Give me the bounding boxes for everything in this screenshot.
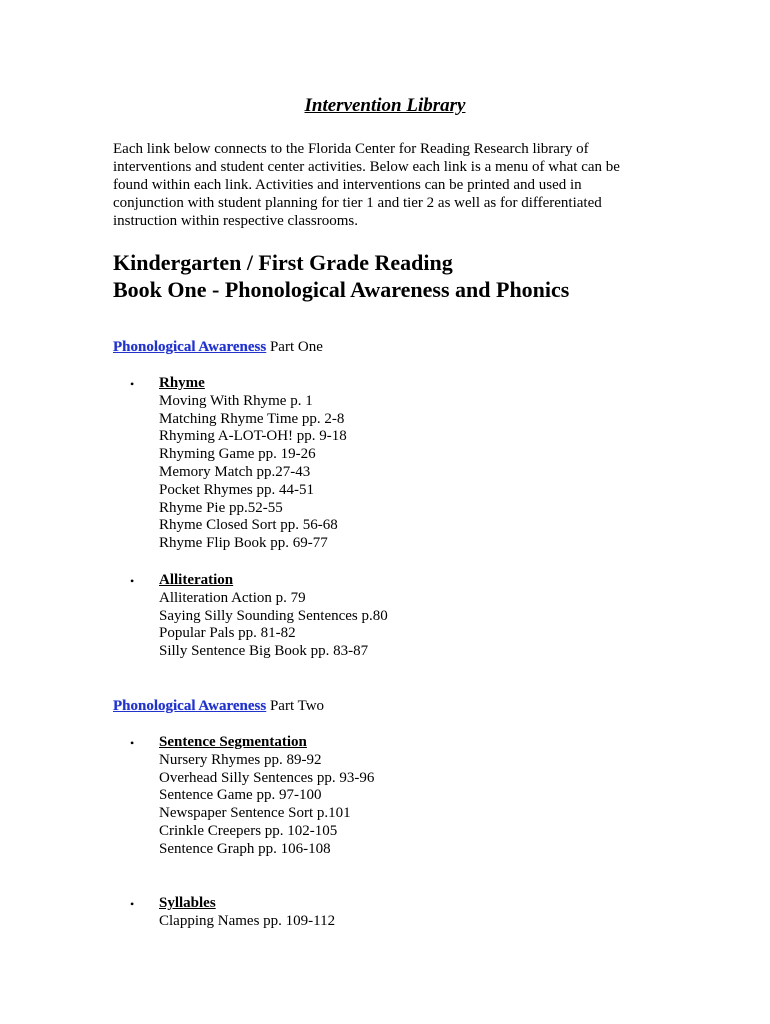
part-one-line xyxy=(113,338,323,356)
list-item: Matching Rhyme Time pp. 2-8 xyxy=(159,410,345,427)
intro-line: conjunction with student planning for tier 1 and tier 2 as well as for differentiated xyxy=(113,195,602,211)
intro-line: Each link below connects to the Florida Center for Reading Research library of xyxy=(113,141,589,157)
list-item: Sentence Graph pp. 106-108 xyxy=(159,840,331,857)
phonological-awareness-part-two-link[interactable]: Phonological Awareness xyxy=(113,698,267,714)
list-item: Rhyming Game pp. 19-26 xyxy=(159,446,316,463)
section-heading-book: Book One - Phonological Awareness and Phonics xyxy=(113,277,570,302)
list-item: Newspaper Sentence Sort p.101 xyxy=(159,805,351,822)
list-item: Silly Sentence Big Book pp. 83-87 xyxy=(159,643,369,660)
list-group-syllables xyxy=(113,895,335,931)
list-item: Nursery Rhymes pp. 89-92 xyxy=(159,751,322,768)
bullet-icon: • xyxy=(130,574,135,588)
group-label: Rhyme xyxy=(159,375,205,391)
intro-paragraph xyxy=(113,140,653,230)
intro-line: instruction within respective classrooms. xyxy=(113,213,358,229)
list-item: Rhyme Pie pp.52-55 xyxy=(159,499,283,516)
list-group-rhyme xyxy=(113,375,347,553)
bullet-icon: • xyxy=(130,897,135,911)
list-item: Popular Pals pp. 81-82 xyxy=(159,625,296,642)
list-item: Pocket Rhymes pp. 44-51 xyxy=(159,481,314,498)
list-item: Rhyme Flip Book pp. 69-77 xyxy=(159,535,328,552)
group-label: Alliteration xyxy=(159,572,234,588)
list-item: Sentence Game pp. 97-100 xyxy=(159,787,322,804)
list-item: Alliteration Action p. 79 xyxy=(159,589,306,606)
list-item: Crinkle Creepers pp. 102-105 xyxy=(159,822,338,839)
bullet-icon: • xyxy=(130,377,135,391)
group-label: Sentence Segmentation xyxy=(159,734,307,750)
list-item: Saying Silly Sounding Sentences p.80 xyxy=(159,607,388,624)
phonological-awareness-part-one-link[interactable]: Phonological Awareness xyxy=(113,339,267,355)
list-group-alliteration xyxy=(113,572,388,661)
part-two-suffix: Part Two xyxy=(266,698,325,714)
list-item: Clapping Names pp. 109-112 xyxy=(159,912,336,929)
list-item: Moving With Rhyme p. 1 xyxy=(159,392,313,409)
list-group-sentence-segmentation xyxy=(113,734,374,859)
list-item: Overhead Silly Sentences pp. 93-96 xyxy=(159,769,375,786)
list-item: Memory Match pp.27-43 xyxy=(159,463,311,480)
group-label: Syllables xyxy=(159,895,216,911)
part-one-suffix: Part One xyxy=(266,339,323,355)
intro-line: found within each link. Activities and interventions can be printed and used in xyxy=(113,177,582,193)
section-heading-grade: Kindergarten / First Grade Reading xyxy=(113,250,453,275)
intro-line: interventions and student center activities. Below each link is a menu of what can be xyxy=(113,159,620,175)
list-item: Rhyming A-LOT-OH! pp. 9-18 xyxy=(159,428,347,445)
page-title: Intervention Library xyxy=(304,95,466,116)
part-two-line xyxy=(113,697,324,715)
list-item: Rhyme Closed Sort pp. 56-68 xyxy=(159,517,338,534)
bullet-icon: • xyxy=(130,736,135,750)
